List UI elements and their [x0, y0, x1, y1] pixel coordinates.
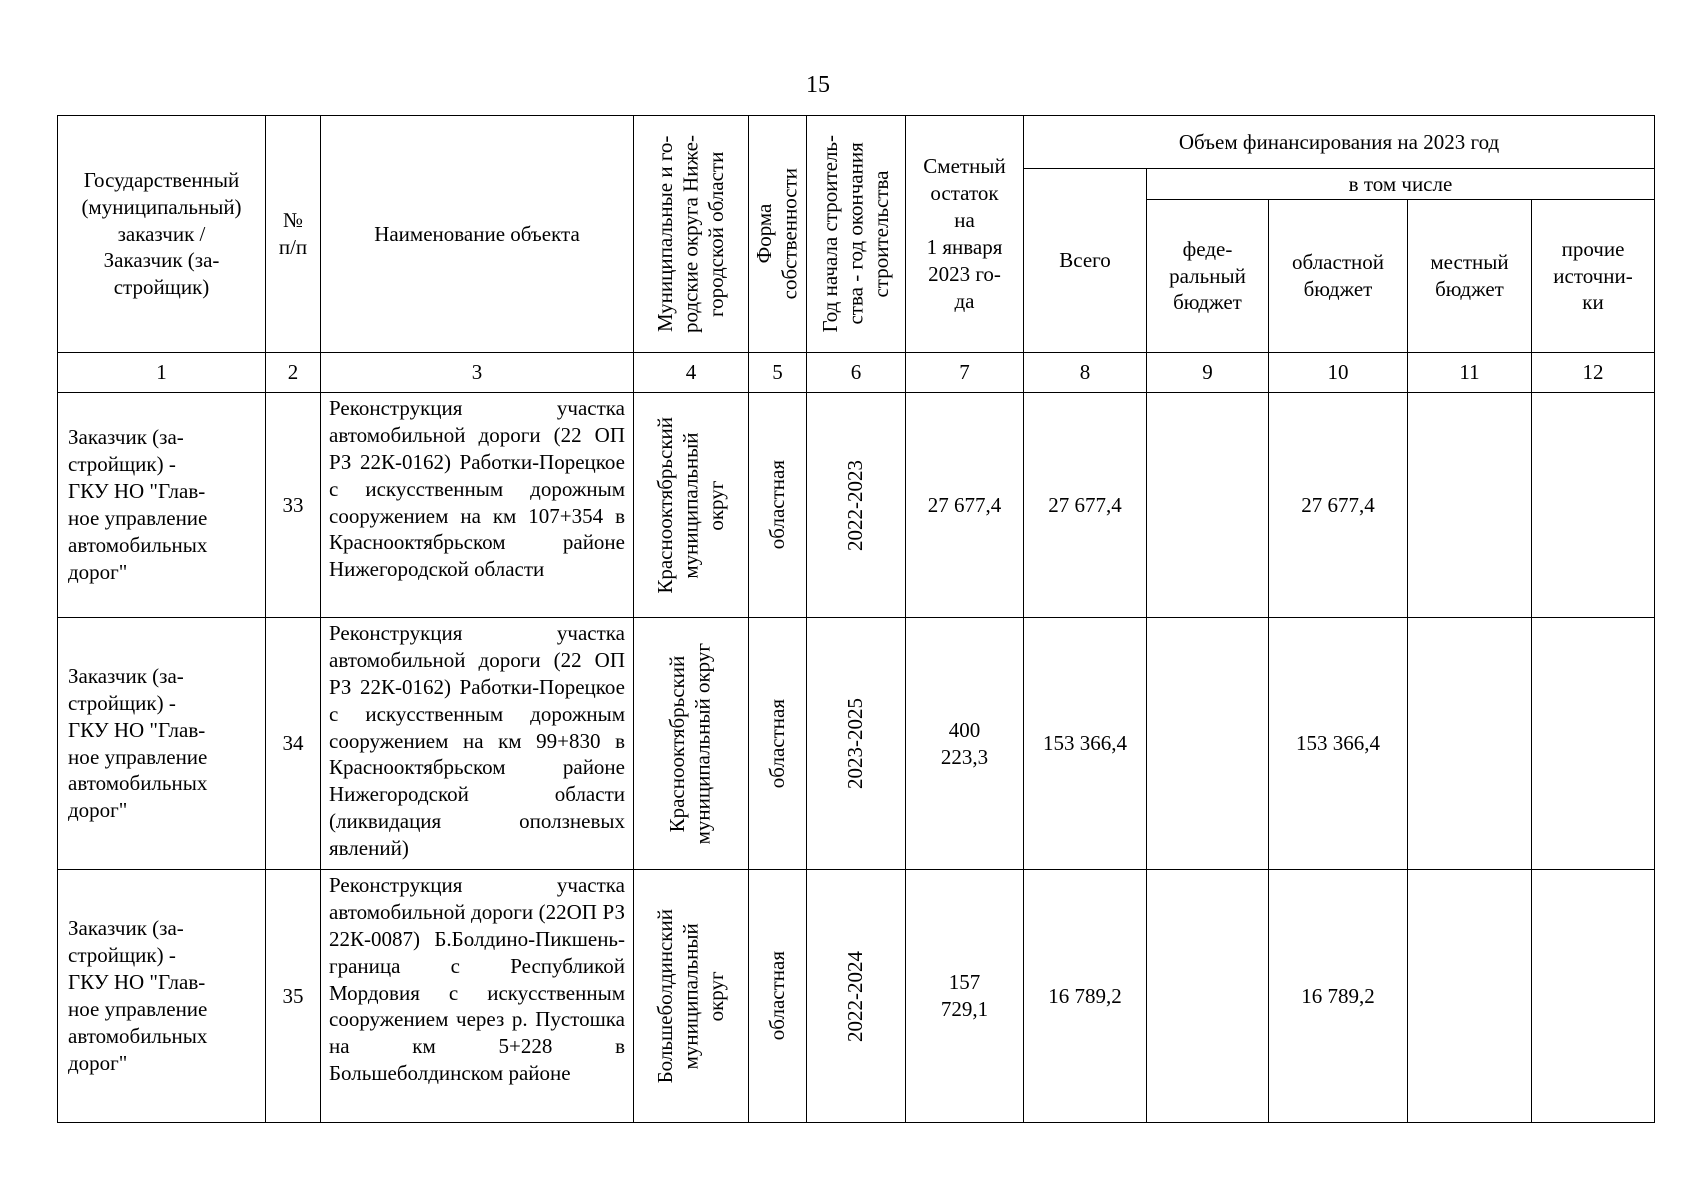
- header-other-sources: прочие источни- ки: [1532, 200, 1655, 353]
- row-object-name: Реконструкция участка автомобильной дороги (22 ОП РЗ 22К-0162) Работки-Порецкое с искусственным дорожным сооружением на км 107+354 в Краснооктябрьском районе Нижегородской области: [321, 393, 634, 618]
- row-object-name: Реконструкция участка автомобильной дороги (22ОП РЗ 22К-0087) Б.Болдино-Пикшень-граница с Республикой Мордовия с искусственным сооружением через р. Пустошка на км 5+228 в Большеболдинском районе: [321, 870, 634, 1123]
- table-row: [58, 393, 1655, 618]
- header-customer: Государственный (муниципальный) заказчик / Заказчик (за- стройщик): [58, 116, 266, 353]
- row-customer: Заказчик (за- стройщик) - ГКУ НО "Глав- ное управление автомобильных дорог": [58, 870, 266, 1123]
- row-construction-years: 2023-2025: [807, 618, 906, 870]
- row-object-name: Реконструкция участка автомобильной дороги (22 ОП РЗ 22К-0162) Работки-Порецкое с искусственным дорожным сооружением на км 99+830 в Краснооктябрьском районе Нижегородской области (ликвидация оползневых явлений): [321, 618, 634, 870]
- header-federal-budget: феде- ральный бюджет: [1147, 200, 1269, 353]
- row-regional: 27 677,4: [1269, 393, 1408, 618]
- header-regional-budget: областной бюджет: [1269, 200, 1408, 353]
- page-number: 15: [806, 72, 830, 98]
- row-number: 33: [266, 393, 321, 618]
- column-number: 1: [58, 353, 266, 393]
- row-number: 35: [266, 870, 321, 1123]
- row-local: [1408, 618, 1532, 870]
- column-number: 8: [1024, 353, 1147, 393]
- row-regional: 153 366,4: [1269, 618, 1408, 870]
- column-number: 11: [1408, 353, 1532, 393]
- row-ownership: областная: [749, 618, 807, 870]
- row-customer: Заказчик (за- стройщик) - ГКУ НО "Глав- ное управление автомобильных дорог": [58, 393, 266, 618]
- header-total: Всего: [1024, 169, 1147, 353]
- row-construction-years: 2022-2023: [807, 393, 906, 618]
- row-number: 34: [266, 618, 321, 870]
- row-federal: [1147, 870, 1269, 1123]
- row-ownership: областная: [749, 870, 807, 1123]
- row-regional: 16 789,2: [1269, 870, 1408, 1123]
- header-including: в том числе: [1147, 169, 1655, 200]
- header-construction-years: Год начала строитель- ства - год окончания строительства: [807, 116, 906, 353]
- financing-table: [57, 115, 1655, 1123]
- row-municipality: Краснооктябрьский муниципальный округ: [634, 393, 749, 618]
- header-object-name: Наименование объекта: [321, 116, 634, 353]
- row-local: [1408, 870, 1532, 1123]
- row-estimated-balance: 400 223,3: [906, 618, 1024, 870]
- column-number: 3: [321, 353, 634, 393]
- header-local-budget: местный бюджет: [1408, 200, 1532, 353]
- row-construction-years: 2022-2024: [807, 870, 906, 1123]
- row-ownership: областная: [749, 393, 807, 618]
- column-number: 5: [749, 353, 807, 393]
- row-estimated-balance: 157 729,1: [906, 870, 1024, 1123]
- header-number: № п/п: [266, 116, 321, 353]
- column-number-row: [58, 353, 1655, 393]
- header-funding-volume: Объем финансирования на 2023 год: [1024, 116, 1655, 169]
- header-ownership: Форма собственности: [749, 116, 807, 353]
- column-number: 4: [634, 353, 749, 393]
- row-total: 153 366,4: [1024, 618, 1147, 870]
- table-row: [58, 618, 1655, 870]
- row-other: [1532, 393, 1655, 618]
- row-federal: [1147, 393, 1269, 618]
- row-total: 16 789,2: [1024, 870, 1147, 1123]
- row-municipality: Краснооктябрьский муниципальный округ: [634, 618, 749, 870]
- column-number: 7: [906, 353, 1024, 393]
- row-other: [1532, 870, 1655, 1123]
- row-total: 27 677,4: [1024, 393, 1147, 618]
- column-number: 2: [266, 353, 321, 393]
- row-estimated-balance: 27 677,4: [906, 393, 1024, 618]
- row-municipality: Большеболдинский муниципальный округ: [634, 870, 749, 1123]
- column-number: 9: [1147, 353, 1269, 393]
- column-number: 6: [807, 353, 906, 393]
- row-federal: [1147, 618, 1269, 870]
- row-local: [1408, 393, 1532, 618]
- row-customer: Заказчик (за- стройщик) - ГКУ НО "Глав- ное управление автомобильных дорог": [58, 618, 266, 870]
- row-other: [1532, 618, 1655, 870]
- header-estimated-balance: Сметный остаток на 1 января 2023 го- да: [906, 116, 1024, 353]
- column-number: 10: [1269, 353, 1408, 393]
- header-municipality: Муниципальные и го- родские округа Ниже- городской области: [634, 116, 749, 353]
- column-number: 12: [1532, 353, 1655, 393]
- table-row: [58, 870, 1655, 1123]
